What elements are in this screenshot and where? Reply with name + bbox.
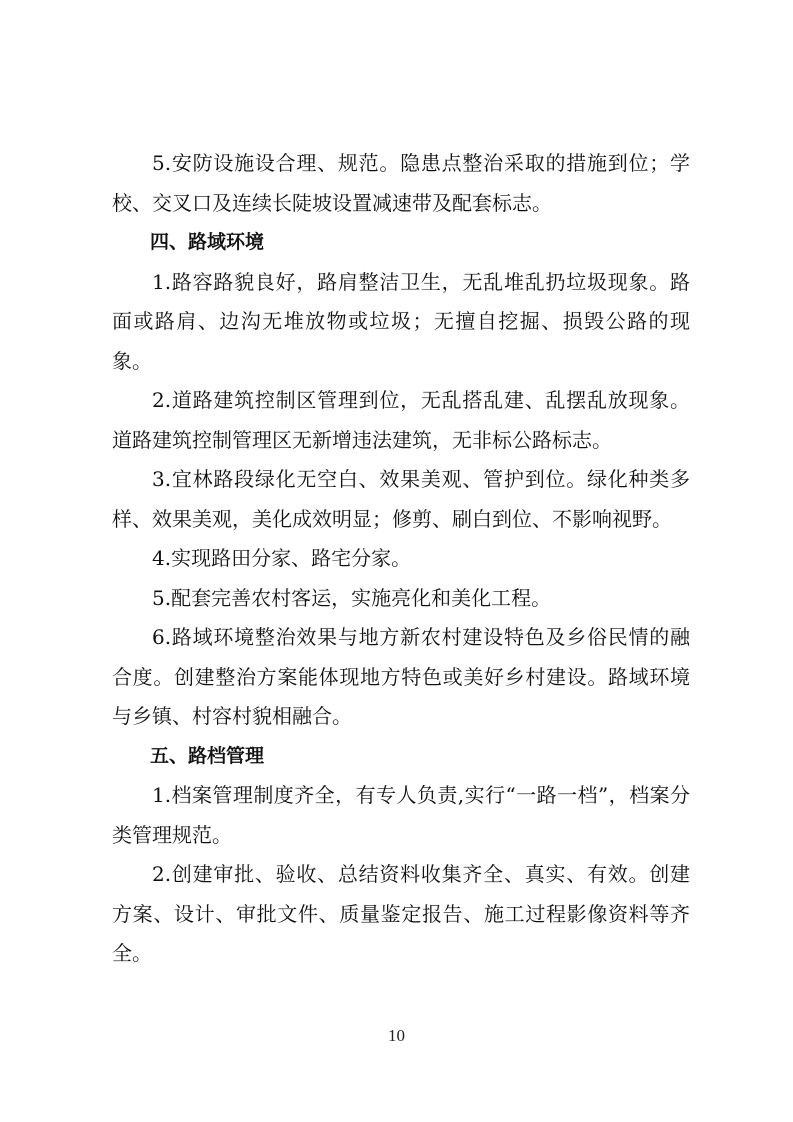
document-body bbox=[112, 144, 690, 974]
paragraph-passenger-transport: 5.配套完善农村客运，实施亮化和美化工程。 bbox=[152, 585, 552, 610]
paragraph-archive-system: 1.档案管理制度齐全，有专人负责,实行“一路一档”，档案分类管理规范。 bbox=[112, 783, 690, 847]
paragraph-archive-materials: 2.创建审批、验收、总结资料收集齐全、真实、有效。创建方案、设计、审批文件、质量鉴定报告、施工过程影像资料等齐全。 bbox=[112, 862, 690, 965]
paragraph-separation: 4.实现路田分家、路宅分家。 bbox=[152, 546, 412, 570]
paragraph-safety-facilities: 5.安防设施设合理、规范。隐患点整治采取的措施到位；学校、交叉口及连续长陡坡设置减速带及配套标志。 bbox=[112, 151, 690, 215]
paragraph-greening: 3.宜林路段绿化无空白、效果美观、管护到位。绿化种类多样、效果美观，美化成效明显；修剪、刷白到位、不影响视野。 bbox=[112, 467, 690, 531]
paragraph-road-appearance: 1.路容路貌良好，路肩整洁卫生，无乱堆乱扔垃圾现象。路面或路肩、边沟无堆放物或垃圾；无擅自挖掘、损毁公路的现象。 bbox=[112, 269, 690, 373]
paragraph-building-control: 2.道路建筑控制区管理到位，无乱搭乱建、乱摆乱放现象。道路建筑控制管理区无新增违法建筑，无非标公路标志。 bbox=[112, 388, 690, 452]
section-heading-road-environment: 四、路域环境 bbox=[150, 231, 265, 253]
section-heading-road-archives: 五、路档管理 bbox=[150, 744, 265, 767]
page-number: 10 bbox=[388, 1026, 405, 1045]
paragraph-local-integration: 6.路域环境整治效果与地方新农村建设特色及乡俗民情的融合度。创建整治方案能体现地方特色或美好乡村建设。路域环境与乡镇、村容村貌相融合。 bbox=[112, 625, 690, 728]
